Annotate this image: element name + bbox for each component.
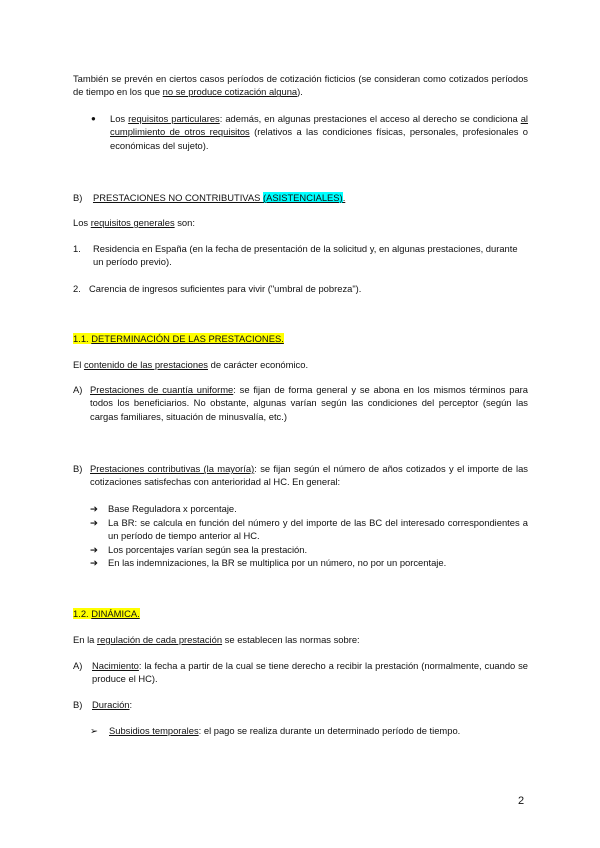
regulacion-paragraph [73, 633, 528, 646]
bullet-requisitos-particulares [91, 112, 528, 152]
item-b-contributivas [73, 462, 528, 490]
duracion-colon: : [129, 699, 133, 710]
contenido-pre: El [73, 359, 84, 370]
section-1-2-heading [73, 607, 528, 620]
bullet-mid: : además, en algunas prestaciones el acceso al derecho se condiciona [219, 113, 521, 124]
section-b-dot: . [342, 192, 346, 203]
arrowhead-icon: ➢ [90, 725, 98, 736]
req-term: requisitos generales [90, 217, 175, 228]
subsidios-body: : el pago se realiza durante un determinado período de tiempo. [198, 725, 461, 736]
item-letter: A) [73, 384, 83, 395]
section-1-1-heading [73, 332, 528, 345]
section-1-2-number: 1.2. [73, 608, 89, 619]
arrow-item-3 [90, 543, 528, 557]
section-1-1-number: 1.1. [73, 333, 89, 344]
nacimiento-term: Nacimiento [92, 660, 139, 671]
requisitos-generales [73, 216, 528, 229]
section-b-title-wrap [93, 192, 345, 203]
intro-end: ). [297, 86, 303, 98]
arrow-icon: ➔ [90, 544, 98, 555]
bullet-term: requisitos particulares [128, 113, 220, 124]
bullet-post: (relativos a las condiciones físicas, personales, profesionales o económicas del sujeto). [110, 126, 528, 151]
subsidios-term: Subsidios temporales [109, 725, 199, 736]
item-b-text [90, 462, 528, 489]
item-text [93, 242, 528, 269]
item-a-cuantia-uniforme [73, 383, 528, 425]
arrow-icon: ➔ [90, 557, 98, 568]
section-b-title: PRESTACIONES NO CONTRIBUTIVAS [92, 192, 263, 203]
duracion-term: Duración [92, 699, 130, 710]
arrow-item-text: Base Reguladora x porcentaje. [108, 503, 237, 514]
section-1-2-title: DINÁMICA. [91, 608, 140, 619]
section-1-2-highlight [73, 608, 140, 619]
contenido-paragraph [73, 358, 528, 371]
contenido-term: contenido de las prestaciones [83, 359, 208, 370]
regulacion-pre: En la [73, 634, 97, 645]
bullet-pre: Los [110, 113, 129, 124]
item-letter: B) [73, 699, 83, 710]
nacimiento-body: : la fecha a partir de la cual se tiene derecho a recibir la prestación (normalmente, cuando se produce el HC). [92, 660, 528, 685]
intro-underlined: no se produce cotización alguna [162, 86, 298, 98]
item-b-term: Prestaciones contributivas (la mayoría) [90, 463, 255, 474]
item-letter: A) [73, 660, 83, 671]
item-a-term: Prestaciones de cuantía uniforme [90, 384, 234, 395]
nacimiento-text [92, 659, 528, 686]
intro-text: También se prevén en ciertos casos períodos de cotización ficticios (se consideran como cotizados períodos de tiempo en los que [73, 73, 528, 98]
bullet-icon: ● [91, 114, 96, 123]
page-number: 2 [518, 795, 525, 807]
regulacion-term: regulación de cada prestación [96, 634, 223, 645]
arrow-item-text: En las indemnizaciones, la BR se multiplica por un número, no por un porcentaje. [108, 557, 447, 568]
arrow-item-text: Los porcentajes varían según sea la prestación. [108, 544, 308, 555]
item-text: Carencia de ingresos suficientes para vivir ("umbral de pobreza"). [89, 283, 362, 294]
item-number: 2. [73, 283, 81, 294]
arrow-item-1 [90, 502, 528, 516]
arrow-item-text: La BR: se calcula en función del número y del importe de las BC del interesado correspondientes a un período de tiempo anterior al HC. [108, 517, 528, 542]
item-number: 1. [73, 243, 81, 254]
item-b-body: : se fijan según el número de años cotizados y el importe de las cotizaciones satisfechas con anterioridad al HC. En general: [90, 463, 528, 488]
item-nacimiento [73, 659, 528, 687]
req-pre: Los [73, 217, 91, 228]
item-letter: B) [73, 463, 83, 474]
section-b-heading [73, 191, 528, 204]
item-a-body: : se fijan de forma general y se abona en los mismos términos para todos los beneficiarios. No obstante, algunas varían según las condiciones del perceptor (según las cargas familiares, situación de minusvalía, etc.) [90, 384, 528, 422]
section-1-1-highlight [73, 333, 284, 344]
req-post: son: [174, 217, 195, 228]
arrow-item-2 [90, 516, 528, 544]
arrow-icon: ➔ [90, 517, 98, 528]
bullet-term2: al cumplimiento de otros requisitos [110, 113, 528, 138]
arrow-icon: ➔ [90, 503, 98, 514]
regulacion-post: se establecen las normas sobre: [222, 634, 360, 645]
intro-paragraph [73, 72, 528, 99]
item-a-text [90, 383, 528, 423]
bullet-text [110, 112, 528, 152]
numbered-item-1 [73, 242, 528, 270]
contenido-post: de carácter económico. [208, 359, 309, 370]
section-b-highlight: (ASISTENCIALES) [262, 192, 343, 203]
arrow-item-4 [90, 556, 528, 570]
section-1-1-title: DETERMINACIÓN DE LAS PRESTACIONES. [91, 333, 284, 344]
section-b-letter: B) [73, 192, 83, 203]
req1-text: Residencia en España (en la fecha de presentación de la solicitud y, en algunas prestaciones, durante un período previo). [93, 243, 518, 268]
